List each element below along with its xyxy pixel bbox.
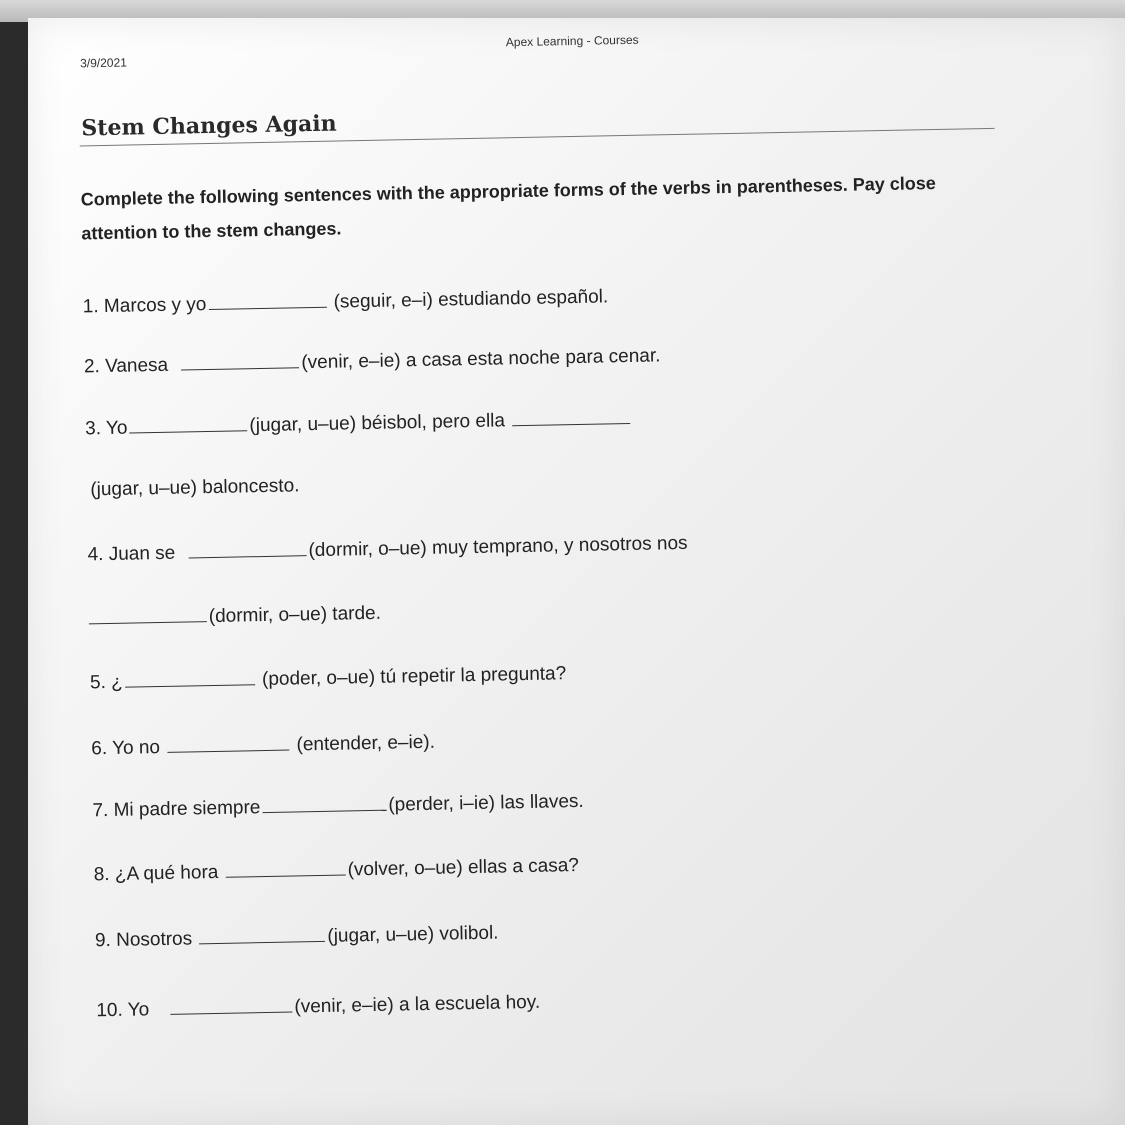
answer-blank[interactable]	[170, 996, 292, 1015]
question-3-continued	[90, 475, 300, 501]
answer-blank[interactable]	[129, 414, 247, 433]
question-suffix: (venir, e–ie) a la escuela hoy.	[294, 991, 541, 1018]
question-suffix: (jugar, u–ue) baloncesto.	[90, 475, 300, 501]
answer-blank[interactable]	[262, 794, 386, 813]
answer-blank[interactable]	[89, 605, 207, 624]
question-prefix: 2. Vanesa	[83, 354, 169, 378]
question-suffix: (perder, i–ie) las llaves.	[388, 790, 584, 816]
question-suffix: (dormir, o–ue) tarde.	[208, 602, 382, 628]
question-9	[95, 922, 499, 953]
page-title: Stem Changes Again	[81, 110, 337, 142]
question-middle: (jugar, u–ue) béisbol, pero ella	[249, 410, 506, 437]
question-3	[85, 407, 633, 441]
question-suffix: (venir, e–ie) a casa esta noche para cenar.	[301, 345, 661, 374]
answer-blank[interactable]	[167, 734, 289, 753]
answer-blank[interactable]	[225, 858, 345, 877]
question-5	[90, 662, 567, 694]
answer-blank[interactable]	[181, 351, 299, 370]
question-suffix: (jugar, u–ue) volibol.	[327, 922, 499, 947]
answer-blank[interactable]	[188, 539, 306, 558]
question-10	[96, 991, 540, 1023]
print-date: 3/9/2021	[80, 55, 127, 71]
question-prefix: 10. Yo	[96, 999, 150, 1022]
worksheet-content	[28, 18, 1125, 1125]
question-6	[91, 731, 435, 761]
question-prefix: 8. ¿A qué hora	[93, 861, 219, 886]
question-prefix: 4. Juan se	[87, 542, 176, 566]
question-8	[94, 854, 580, 886]
question-prefix: 1. Marcos y yo	[82, 294, 207, 318]
question-suffix: (entender, e–ie).	[296, 731, 436, 756]
question-suffix: (poder, o–ue) tú repetir la pregunta?	[261, 663, 567, 691]
question-4-continued	[89, 602, 382, 631]
site-title: Apex Learning - Courses	[505, 32, 639, 50]
question-1	[83, 285, 609, 318]
worksheet-page	[28, 18, 1125, 1125]
question-middle: (dormir, o–ue) muy temprano, y nosotros nos	[308, 532, 688, 562]
question-prefix: 3. Yo	[84, 417, 128, 440]
question-suffix: (seguir, e–i) estudiando español.	[333, 286, 609, 313]
question-prefix: 7. Mi padre siempre	[92, 797, 261, 822]
instructions: Complete the following sentences with the appropriate forms of the verbs in parentheses. Pay close attention to the stem changes.	[80, 173, 937, 244]
question-prefix: 9. Nosotros	[94, 928, 193, 952]
question-4	[87, 532, 687, 567]
question-prefix: 5. ¿	[89, 671, 123, 694]
question-suffix: (volver, o–ue) ellas a casa?	[347, 855, 580, 881]
question-7	[92, 790, 584, 822]
question-2	[84, 344, 661, 378]
question-prefix: 6. Yo no	[91, 737, 161, 760]
answer-blank[interactable]	[208, 291, 326, 310]
answer-blank[interactable]	[125, 668, 255, 687]
answer-blank[interactable]	[199, 925, 325, 944]
answer-blank[interactable]	[512, 407, 630, 426]
